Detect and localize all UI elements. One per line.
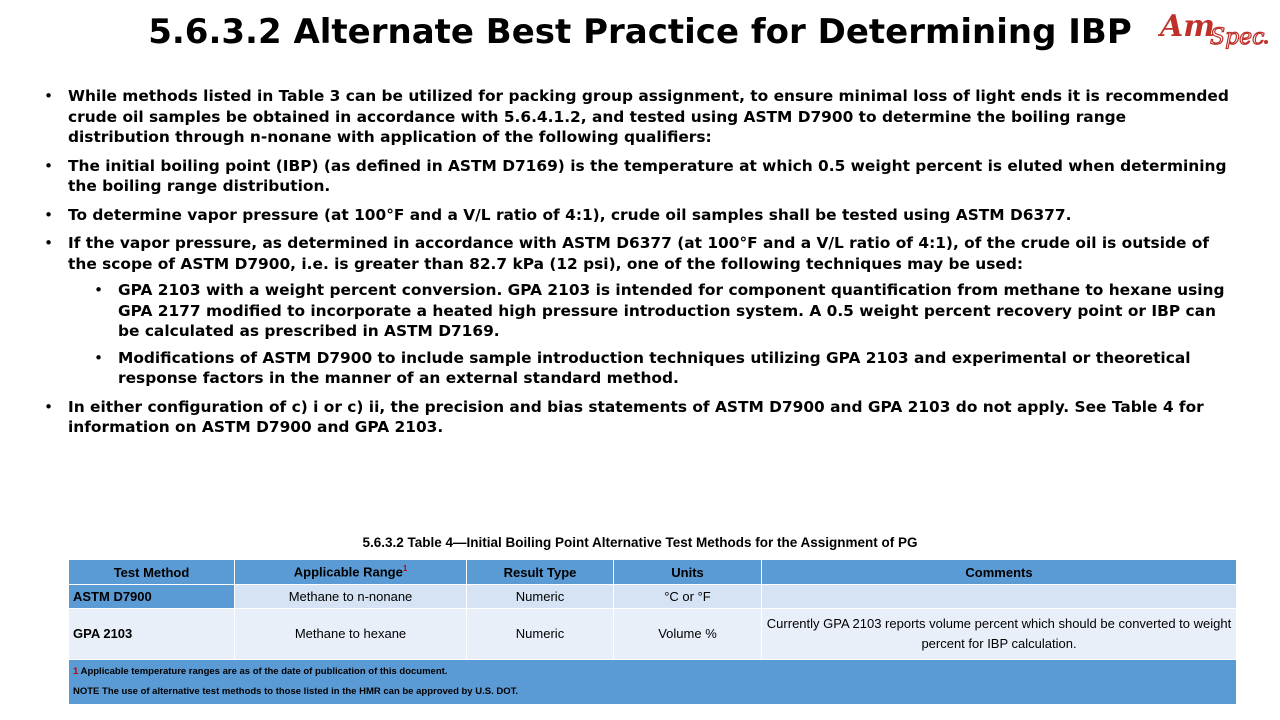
cell-range: Methane to n-nonane <box>235 585 467 609</box>
bullet-list <box>42 86 1232 446</box>
cell-result: Numeric <box>467 585 614 609</box>
table-header-row <box>69 560 1237 585</box>
cell-result: Numeric <box>467 609 614 660</box>
cell-comments: Currently GPA 2103 reports volume percent which should be converted to weight percent for IBP calculation. <box>762 609 1237 660</box>
page-title: 5.6.3.2 Alternate Best Practice for Determining IBP <box>148 12 1132 52</box>
cell-units: Volume % <box>614 609 762 660</box>
bullet-item: • To determine vapor pressure (at 100°F and a V/L ratio of 4:1), crude oil samples shall be tested using ASTM D6377. <box>42 205 1232 226</box>
cell-units: °C or °F <box>614 585 762 609</box>
test-methods-table <box>68 559 1237 705</box>
bullet-item: • In either configuration of c) i or c) ii, the precision and bias statements of ASTM D7900 and GPA 2103 do not apply. See Table 4 for information on ASTM D7900 and GPA 2103. <box>42 397 1232 438</box>
sub-bullet-list <box>68 280 1232 389</box>
header-units: Units <box>614 560 762 585</box>
table-row <box>69 609 1237 660</box>
bullet-text: If the vapor pressure, as determined in accordance with ASTM D6377 (at 100°F and a V/L ratio of 4:1), of the crude oil is outside of the scope of ASTM D7900, i.e. is greater than 82.7 kPa (12 psi), one of the following techniques may be used: <box>68 234 1210 273</box>
bullet-item: • While methods listed in Table 3 can be utilized for packing group assignment, to ensure minimal loss of light ends it is recommended crude oil samples be obtained in accordance with 5.6.4.1.2, and tested using ASTM D7900 to determine the boiling range distribution through n-nonane with application of the following qualifiers: <box>42 86 1232 148</box>
bullet-item: • The initial boiling point (IBP) (as defined in ASTM D7169) is the temperature at which 0.5 weight percent is eluted when determining the boiling range distribution. <box>42 156 1232 197</box>
cell-method: ASTM D7900 <box>69 585 235 609</box>
cell-method: GPA 2103 <box>69 609 235 660</box>
header-test-method: Test Method <box>69 560 235 585</box>
sub-bullet-item: • GPA 2103 with a weight percent conversion. GPA 2103 is intended for component quantification from methane to hexane using GPA 2177 modified to incorporate a heated high pressure introduction system. A 0.5 weight percent recovery point or IBP can be calculated as prescribed in ASTM D7169. <box>92 280 1232 342</box>
footnote-text: Applicable temperature ranges are as of the date of publication of this document. <box>78 666 448 677</box>
svg-text:Am: Am <box>1160 9 1216 44</box>
header-applicable-range <box>235 560 467 585</box>
footnote-line <box>73 662 1232 682</box>
table-row <box>69 585 1237 609</box>
header-result-type: Result Type <box>467 560 614 585</box>
note-line: NOTE The use of alternative test methods to those listed in the HMR can be approved by U.S. DOT. <box>73 686 518 697</box>
footnote-number: 1 <box>73 666 79 677</box>
bullet-item-with-subs <box>42 233 1232 389</box>
header-range-text: Applicable Range <box>293 564 403 580</box>
amspec-logo <box>1158 8 1270 52</box>
table-caption: 5.6.3.2 Table 4—Initial Boiling Point Alternative Test Methods for the Assignment of PG <box>362 535 918 550</box>
svg-text:Spec: Spec <box>1210 25 1265 50</box>
sub-bullet-item: • Modifications of ASTM D7900 to include sample introduction techniques utilizing GPA 2103 and experimental or theoretical response factors in the manner of an external standard method. <box>92 348 1232 389</box>
cell-comments <box>762 585 1237 609</box>
table-footnote <box>69 660 1237 705</box>
cell-range: Methane to hexane <box>235 609 467 660</box>
footnote-marker: 1 <box>402 564 408 574</box>
header-comments: Comments <box>762 560 1237 585</box>
table-footnote-row <box>69 660 1237 705</box>
